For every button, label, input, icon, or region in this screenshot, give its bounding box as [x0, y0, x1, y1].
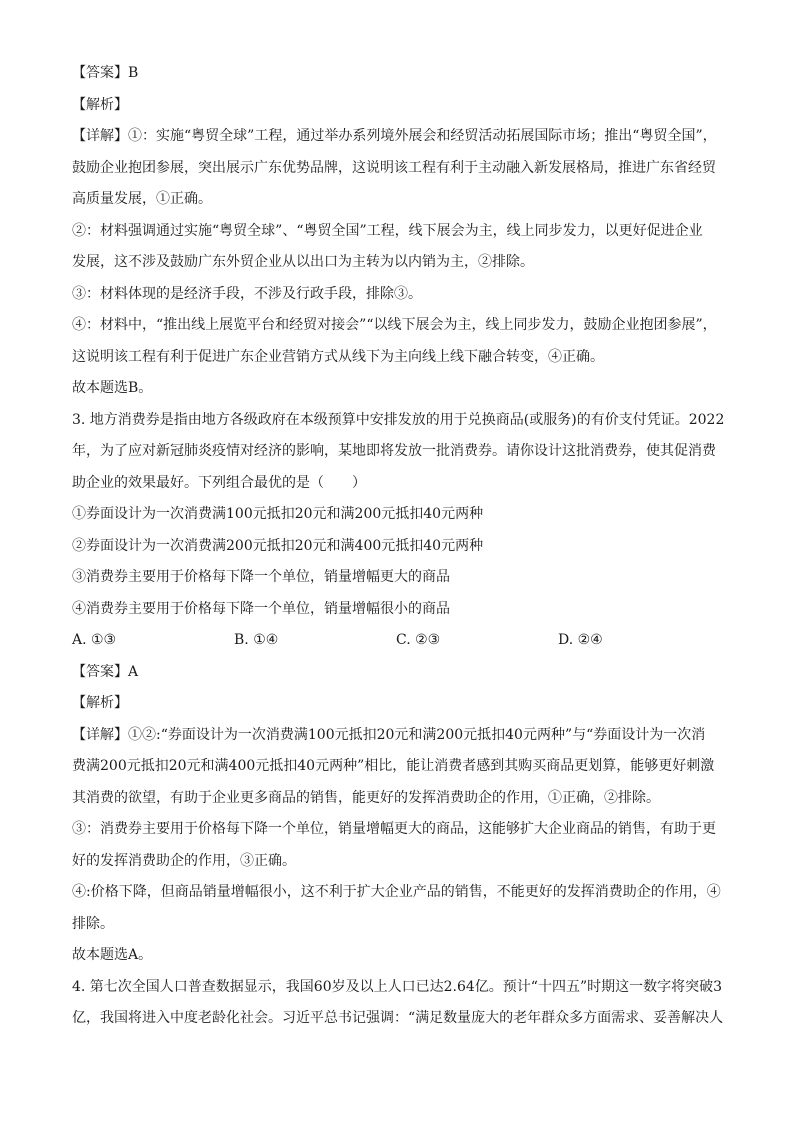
- q3-detail-line: 其消费的欲望，有助于企业更多商品的销售，能更好的发挥消费助企的作用，①正确，②排除。: [72, 789, 660, 806]
- q3-option-a: A. ①③: [72, 632, 117, 648]
- q2-detail-line: 发展，这不涉及鼓励广东外贸企业从以出口为主转为以内销为主，②排除。: [72, 254, 534, 270]
- q3-detail-line: 【详解】①②:“券面设计为一次消费满100元抵扣20元和满200元抵扣40元两种”与“券面设计为一次消: [72, 726, 706, 743]
- q3-analysis-heading: 【解析】: [72, 695, 128, 711]
- q3-stem-line: 助企业的效果最好。下列组合最优的是（ ）: [72, 474, 366, 491]
- q3-options: [72, 629, 732, 651]
- q2-detail-line: 鼓励企业抱团参展，突出展示广东优势品牌，这说明该工程有利于主动融入新发展格局，推进广东省经贸: [72, 159, 716, 176]
- q2-detail-line: 高质量发展，①正确。: [72, 191, 212, 207]
- q3-option-d: D. ②④: [558, 632, 603, 648]
- q3-detail-line: ④:价格下降，但商品销量增幅很小，这不利于扩大企业产品的销售，不能更好的发挥消费助企的作用，④: [72, 884, 721, 900]
- q3-item: ④消费券主要用于价格每下降一个单位，销量增幅很小的商品: [72, 600, 450, 617]
- q3-conclusion: 故本题选A。: [72, 947, 153, 963]
- q2-answer: 【答案】B: [72, 65, 139, 81]
- q3-stem-line: 3. 地方消费券是指由地方各级政府在本级预算中安排发放的用于兑换商品(或服务)的有价支付凭证。2022: [72, 411, 725, 428]
- q2-analysis-heading: 【解析】: [72, 96, 128, 113]
- document-page: [72, 62, 732, 1039]
- q3-item: ①券面设计为一次消费满100元抵扣20元和满200元抵扣40元两种: [72, 506, 484, 522]
- q3-detail-line: 费满200元抵扣20元和满400元抵扣40元两种”相比，能让消费者感到其购买商品更划算，能够更好刺激: [72, 758, 715, 774]
- q2-conclusion: 故本题选B。: [72, 380, 153, 396]
- q4-stem-line: 亿，我国将进入中度老龄化社会。习近平总书记强调：“满足数量庞大的老年群众多方面需求、妥善解决人: [72, 1010, 724, 1026]
- q3-answer: 【答案】A: [72, 663, 139, 680]
- q2-detail-line: 【详解】①：实施“粤贸全球”工程，通过举办系列境外展会和经贸活动拓展国际市场；推出“粤贸全国”，: [72, 128, 717, 144]
- q3-item: ②券面设计为一次消费满200元抵扣20元和满400元抵扣40元两种: [72, 537, 484, 554]
- q3-detail-line: 好的发挥消费助企的作用，③正确。: [72, 852, 296, 869]
- q3-stem-line: 年，为了应对新冠肺炎疫情对经济的影响，某地即将发放一批消费券。请你设计这批消费券，使其促消费: [72, 443, 716, 459]
- q3-detail-line: 排除。: [72, 915, 114, 932]
- q4-stem-line: 4. 第七次全国人口普查数据显示，我国60岁及以上人口已达2.64亿。预计“十四五”时期这一数字将突破3: [72, 978, 723, 995]
- q3-detail-line: ③：消费券主要用于价格每下降一个单位，销量增幅更大的商品，这能够扩大企业商品的销售，有助于更: [72, 821, 716, 837]
- q2-detail-line: ②：材料强调通过实施“粤贸全球”、“粤贸全国”工程，线下展会为主，线上同步发力，以更好促进企业: [72, 222, 703, 239]
- q3-option-c: C. ②③: [396, 632, 441, 648]
- q2-detail-line: ④：材料中，“推出线上展览平台和经贸对接会”“以线下展会为主，线上同步发力，鼓励企业抱团参展”，: [72, 317, 717, 333]
- q2-detail-line: ③：材料体现的是经济手段，不涉及行政手段，排除③。: [72, 285, 422, 302]
- q2-detail-line: 这说明该工程有利于促进广东企业营销方式从线下为主向线上线下融合转变，④正确。: [72, 348, 604, 365]
- q3-option-b: B. ①④: [234, 632, 279, 648]
- q3-item: ③消费券主要用于价格每下降一个单位，销量增幅更大的商品: [72, 569, 450, 585]
